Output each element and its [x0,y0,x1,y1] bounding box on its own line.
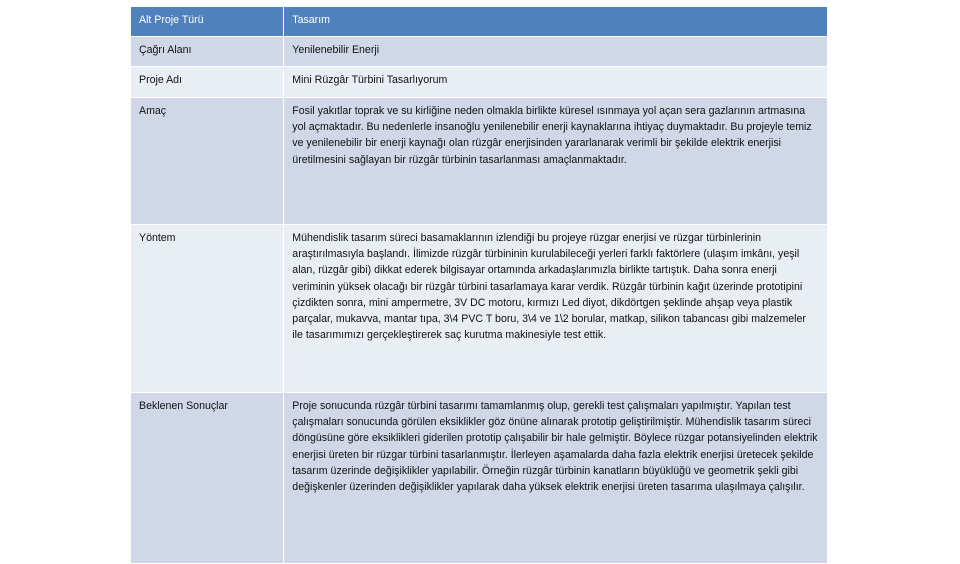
row-label: Beklenen Sonuçlar [131,393,284,564]
row-label: Amaç [131,98,284,225]
header-value-cell: Tasarım [284,7,828,37]
table-row [131,225,828,393]
header-label-cell: Alt Proje Türü [131,7,284,37]
row-label: Çağrı Alanı [131,37,284,67]
table-row [131,393,828,564]
project-info-table [130,6,828,564]
row-label: Proje Adı [131,67,284,98]
row-label: Yöntem [131,225,284,393]
row-value: Proje sonucunda rüzgâr türbini tasarımı tamamlanmış olup, gerekli test çalışmaları yapılmıştır. Yapılan test çalışmaları sonucunda görülen eksiklikler göz önüne alınarak prototip geliştirilmiştir. Mühendislik tasarım süreci döngüsüne göre eksiklikleri giderilen prototip çalışabilir bir hale gelmiştir. Böylece rüzgar potansiyelinden elektrik enerjisi üreten bir rüzgar türbini tasarlanmıştır. İlerleyen aşamalarda daha fazla elektrik enerjisi üretecek şekilde tasarım üzerinde değişiklikler yapılabilir. Örneğin rüzgâr türbinin kanatların büyüklüğü ve geometrik şekli gibi değişkenler üzerinden değişiklikler yapılarak daha yüksek elektrik enerjisi üreten tasarıma ulaşılmaya çalışılır. [284,393,828,564]
row-value: Yenilenebilir Enerji [284,37,828,67]
table-row [131,37,828,67]
row-value: Mini Rüzgâr Türbini Tasarlıyorum [284,67,828,98]
table-row [131,98,828,225]
table-row [131,67,828,98]
row-value: Fosil yakıtlar toprak ve su kirliğine neden olmakla birlikte küresel ısınmaya yol açan sera gazlarının artmasına yol açmaktadır. Bu nedenlerle insanoğlu yenilenebilir enerji kaynaklarına ihtiyaç duymaktadır. Bu projeyle temiz ve yenilenebilir bir enerji kaynağı olan rüzgâr enerjisinden yararlanarak verimli bir şekilde elektrik enerjisi üretilmesini sağlayan bir rüzgâr türbinin tasarlanması amaçlanmaktadır. [284,98,828,225]
row-value: Mühendislik tasarım süreci basamaklarının izlendiği bu projeye rüzgar enerjisi ve rüzgar türbinlerinin araştırılmasıyla başlandı. İlimizde rüzgâr türbininin kurulabileceği yerleri farklı faktörlere (ulaşım imkânı, yeşil alan, rüzgâr gibi) dikkat ederek bilgisayar ortamında arkadaşlarımızla birlikte tartıştık. Daha sonra enerji veriminin yüksek olacağı bir rüzgâr türbini tasarlamaya karar verdik. Rüzgâr türbinin kağıt üzerinde prototipini çizdikten sonra, mini ampermetre, 3V DC motoru, kırmızı Led diyot, dikdörtgen şeklinde ahşap veya plastik parçalar, mukavva, mantar tıpa, 3\4 PVC T boru, 3\4 ve 1\2 borular, matkap, silikon tabancası gibi malzemeler ile tasarımımızı gerçekleştirerek saç kurutma makinesiyle test ettik. [284,225,828,393]
table-header-row [131,7,828,37]
